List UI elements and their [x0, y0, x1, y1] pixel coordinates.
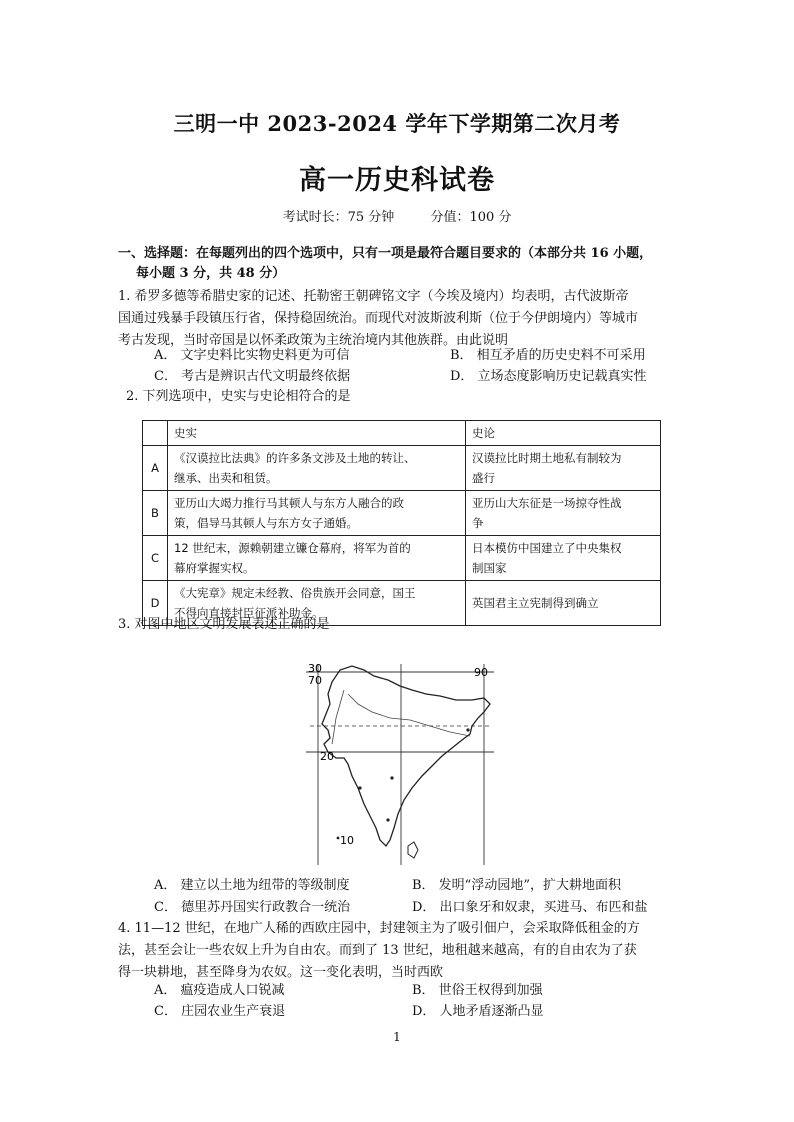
fact-line: 不得向直接封臣征派补助金。	[174, 606, 324, 620]
row-label: D	[143, 581, 168, 626]
coastline-outline	[322, 666, 490, 846]
q3-stem: 3. 对图中地区文明发展表述正确的是	[118, 617, 330, 632]
city-dot	[386, 818, 389, 821]
subject-title: 高一历史科试卷	[299, 165, 495, 196]
q3-option-d: D． 出口象牙和奴隶，买进马、布匹和盐	[412, 900, 648, 915]
q1-option-c: C． 考古是辨识古代文明最终依据	[154, 369, 351, 384]
fact-line: 策，倡导马其顿人与东方女子通婚。	[174, 516, 358, 530]
city-dot	[358, 786, 361, 789]
table-header-row	[143, 421, 661, 446]
map-label-20: 20	[320, 750, 334, 763]
table-header-blank	[143, 421, 168, 446]
section-heading-line1: 一、选择题：在每题列出的四个选项中，只有一项是最符合题目要求的（本部分共 16 小题，	[118, 246, 653, 261]
exam-duration: 考试时长：75 分钟	[282, 210, 395, 225]
exam-score: 分值：100 分	[430, 210, 512, 225]
map-label-90: 90	[474, 666, 488, 679]
q2-stem: 2. 下列选项中，史实与史论相符合的是	[126, 389, 351, 404]
city-dot	[390, 776, 393, 779]
q1-option-a: A． 文字史料比实物史料更为可信	[154, 348, 350, 363]
table-row	[143, 536, 661, 581]
page-number: 1	[393, 1030, 401, 1044]
q3-option-b: B． 发明“浮动园地”，扩大耕地面积	[412, 878, 621, 893]
table-row	[143, 446, 661, 491]
view-line: 制国家	[472, 561, 507, 575]
q2-table	[142, 420, 661, 626]
table-header-view: 史论	[466, 421, 661, 446]
row-view	[466, 491, 661, 536]
row-view	[466, 581, 661, 626]
q4-stem-line3: 得一块耕地，甚至降身为农奴。这一变化表明，当时西欧	[118, 965, 444, 980]
island-outline	[408, 842, 418, 858]
q3-option-c: C． 德里苏丹国实行政教合一统治	[154, 900, 351, 915]
exam-meta	[0, 206, 794, 225]
q4-stem-line2: 法，甚至会让一些农奴上升为自由农。而到了 13 世纪，地租越来越高，有的自由农为了获	[118, 943, 637, 958]
exam-title: 三明一中 2023-2024 学年下学期第二次月考	[173, 111, 621, 136]
city-dot	[466, 728, 469, 731]
fact-line: 亚历山大竭力推行马其顿人与东方人融合的政	[174, 496, 404, 510]
indus-river	[332, 690, 344, 744]
city-dot	[337, 837, 340, 840]
row-fact	[168, 491, 466, 536]
q3-option-a: A． 建立以土地为纽带的等级制度	[154, 878, 350, 893]
row-view	[466, 536, 661, 581]
q4-option-d: D． 人地矛盾逐渐凸显	[412, 1004, 544, 1019]
q1-stem-line1: 1. 希罗多德等希腊史家的记述、托勒密王朝碑铭文字（今埃及境内）均表明，古代波斯帝	[118, 289, 629, 304]
view-line: 日本模仿中国建立了中央集权	[472, 541, 622, 555]
ganges-river	[348, 694, 470, 736]
fact-line: 12 世纪末，源赖朝建立镰仓幕府，将军为首的	[174, 541, 411, 555]
south-asia-map	[300, 660, 500, 872]
q1-option-d: D． 立场态度影响历史记载真实性	[450, 369, 647, 384]
q4-stem-line1: 4. 11—12 世纪，在地广人稀的西欧庄园中，封建领主为了吸引佃户，会采取降低租金的方	[118, 921, 640, 936]
row-label: B	[143, 491, 168, 536]
section-heading-line2: 每小题 3 分，共 48 分）	[136, 266, 286, 281]
q4-option-a: A． 瘟疫造成人口锐减	[154, 983, 285, 998]
map-label-10: 10	[340, 834, 354, 847]
view-line: 英国君主立宪制得到确立	[472, 596, 599, 610]
table-row	[143, 491, 661, 536]
view-line: 亚历山大东征是一场掠夺性战	[472, 496, 622, 510]
view-line: 争	[472, 516, 484, 530]
row-view	[466, 446, 661, 491]
map-label-70: 70	[308, 674, 322, 687]
fact-line: 幕府掌握实权。	[174, 561, 255, 575]
row-label: C	[143, 536, 168, 581]
map-label-30: 30	[308, 662, 322, 675]
q1-option-b: B． 相互矛盾的历史史料不可采用	[450, 348, 646, 363]
fact-line: 继承、出卖和租赁。	[174, 471, 278, 485]
view-line: 盛行	[472, 471, 495, 485]
q4-option-b: B． 世俗王权得到加强	[412, 983, 543, 998]
row-label: A	[143, 446, 168, 491]
row-fact	[168, 446, 466, 491]
view-line: 汉谟拉比时期土地私有制较为	[472, 451, 622, 465]
q4-option-c: C． 庄园农业生产衰退	[154, 1004, 286, 1019]
q1-stem-line3: 考古发现，当时帝国是以怀柔政策为主统治境内其他族群。由此说明	[118, 333, 509, 348]
q1-stem-line2: 国通过残暴手段镇压行省，保持稳固统治。而现代对波斯波利斯（位于今伊朗境内）等城市	[118, 311, 639, 326]
row-fact	[168, 536, 466, 581]
fact-line: 《大宪章》规定未经教、俗贵族开会同意，国王	[174, 586, 416, 600]
fact-line: 《汉谟拉比法典》的许多条文涉及土地的转让、	[174, 451, 416, 465]
table-header-fact: 史实	[168, 421, 466, 446]
